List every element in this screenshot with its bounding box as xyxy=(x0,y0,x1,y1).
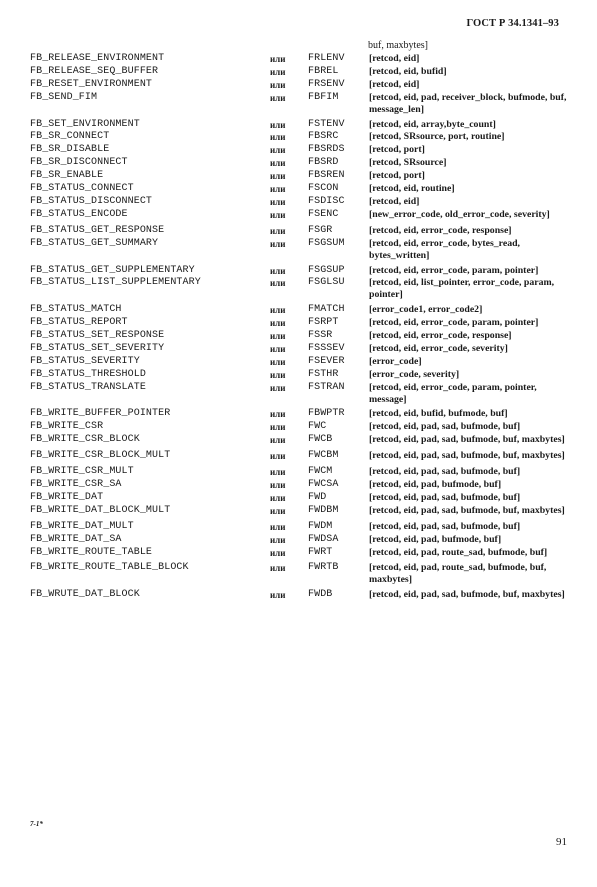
table-row xyxy=(30,238,575,262)
table-row xyxy=(30,277,575,301)
or-word: или xyxy=(270,238,286,249)
function-abbrev: FSEVER xyxy=(308,355,345,367)
or-word: или xyxy=(270,521,286,532)
function-args: [retcod, eid, error_code, param, pointer] xyxy=(369,317,539,329)
or-word: или xyxy=(270,480,286,490)
or-word: или xyxy=(270,435,286,446)
function-args: [retcod, eid] xyxy=(369,53,420,64)
or-word: или xyxy=(270,196,286,207)
table-row xyxy=(30,492,575,505)
function-name: FB_RELEASE_SEQ_BUFFER xyxy=(30,65,159,77)
function-args: [new_error_code, old_error_code, severity] xyxy=(369,208,550,220)
function-table xyxy=(30,53,575,602)
or-word: или xyxy=(270,305,286,316)
function-args: [retcod, eid, error_code, response] xyxy=(369,330,512,342)
function-args: [retcod, eid, error_code, response] xyxy=(369,224,512,236)
or-word: или xyxy=(270,209,286,220)
or-word: или xyxy=(270,505,286,516)
function-args: [retcod, eid, pad, sad, bufmode, buf, maxbytes] xyxy=(369,589,565,601)
table-row xyxy=(30,562,575,586)
table-row xyxy=(30,382,575,406)
function-args: [error_code, severity] xyxy=(369,368,460,380)
function-abbrev: FBSREN xyxy=(308,170,345,182)
table-row xyxy=(30,265,575,278)
table-row xyxy=(30,589,575,602)
function-abbrev: FBFIM xyxy=(308,91,339,103)
or-word: или xyxy=(270,343,286,354)
function-name: FB_STATUS_GET_SUMMARY xyxy=(30,237,159,249)
table-row xyxy=(30,183,575,196)
function-abbrev: FBSRDS xyxy=(308,144,345,156)
function-name: FB_STATUS_TRANSLATE xyxy=(30,381,146,393)
table-row xyxy=(30,434,575,447)
function-args: [retcod, eid, pad, bufmode, buf] xyxy=(369,533,502,545)
table-row xyxy=(30,196,575,209)
or-word: или xyxy=(270,225,286,236)
or-word: или xyxy=(270,547,286,558)
function-args: [retcod, eid, pad, sad, bufmode, buf] xyxy=(369,466,521,478)
function-abbrev: FWDBM xyxy=(308,504,339,516)
function-abbrev: FSENC xyxy=(308,208,339,220)
function-name: FB_STATUS_GET_SUPPLEMENTARY xyxy=(30,264,195,276)
or-word: или xyxy=(270,79,286,90)
function-name: FB_SET_ENVIRONMENT xyxy=(30,118,140,130)
page-number: 91 xyxy=(556,836,567,848)
function-args: [retcod, eid, array,byte_count] xyxy=(369,118,496,130)
function-args: [retcod, SRsource, port, routine] xyxy=(369,131,505,143)
function-args: [retcod, port] xyxy=(369,170,425,182)
table-row xyxy=(30,343,575,356)
function-abbrev: FWDSA xyxy=(308,533,339,545)
function-name: FB_STATUS_ENCODE xyxy=(30,208,128,220)
function-args: [retcod, eid, error_code, param, pointer] xyxy=(369,264,539,276)
table-row xyxy=(30,92,575,116)
function-name: FB_WRITE_ROUTE_TABLE xyxy=(30,546,153,558)
or-word: или xyxy=(270,278,286,289)
function-name: FB_WRITE_DAT_MULT xyxy=(30,520,134,532)
table-row xyxy=(30,157,575,170)
function-abbrev: FWDM xyxy=(308,520,333,532)
table-row xyxy=(30,79,575,92)
function-abbrev: FSGR xyxy=(308,224,333,236)
function-name: FB_STATUS_SEVERITY xyxy=(30,355,140,367)
or-word: или xyxy=(270,409,286,420)
function-args: [retcod, SRsource] xyxy=(369,157,447,169)
function-name: FB_SR_DISCONNECT xyxy=(30,157,128,169)
function-name: FB_STATUS_GET_RESPONSE xyxy=(30,224,165,236)
table-row xyxy=(30,170,575,183)
function-abbrev: FWRTB xyxy=(308,562,339,574)
function-abbrev: FBWPTR xyxy=(308,408,345,420)
table-row xyxy=(30,53,575,66)
table-row xyxy=(30,466,575,479)
function-args: [retcod, eid, pad, sad, bufmode, buf, maxbytes] xyxy=(369,504,565,516)
function-name: FB_WRITE_DAT_SA xyxy=(30,533,122,545)
or-word: или xyxy=(270,145,286,156)
function-args: [error_code1, error_code2] xyxy=(369,304,483,316)
function-name: FB_WRITE_CSR_SA xyxy=(30,479,122,490)
function-abbrev: FSRPT xyxy=(308,317,339,329)
function-name: FB_WRITE_BUFFER_POINTER xyxy=(30,408,171,420)
function-abbrev: FWC xyxy=(308,421,327,433)
function-abbrev: FWD xyxy=(308,491,327,503)
table-row xyxy=(30,66,575,79)
or-word: или xyxy=(270,331,286,342)
page-header: ГОСТ Р 34.1341–93 xyxy=(466,18,559,29)
function-args: [retcod, eid, pad, sad, bufmode, buf, maxbytes] xyxy=(369,434,565,446)
function-args: [retcod, eid, list_pointer, error_code, param, pointer] xyxy=(369,277,555,301)
or-word: или xyxy=(270,451,286,462)
function-abbrev: FSSR xyxy=(308,330,333,342)
function-name: FB_STATUS_LIST_SUPPLEMENTARY xyxy=(30,277,201,289)
function-abbrev: FRLENV xyxy=(308,53,345,64)
function-name: FB_SR_CONNECT xyxy=(30,131,110,143)
or-word: или xyxy=(270,467,286,478)
table-row xyxy=(30,421,575,434)
function-name: FB_STATUS_SET_SEVERITY xyxy=(30,342,165,354)
function-args: [retcod, eid, error_code, severity] xyxy=(369,342,508,354)
function-abbrev: FWRT xyxy=(308,546,333,558)
function-name: FB_WRITE_DAT xyxy=(30,491,104,503)
or-word: или xyxy=(270,492,286,503)
function-args: [retcod, eid, pad, bufmode, buf] xyxy=(369,479,502,490)
table-row xyxy=(30,225,575,238)
function-abbrev: FWCSA xyxy=(308,479,339,490)
function-abbrev: FWCM xyxy=(308,466,333,478)
function-abbrev: FBSRC xyxy=(308,131,339,143)
or-word: или xyxy=(270,590,286,601)
function-abbrev: FBREL xyxy=(308,65,339,77)
function-abbrev: FSCON xyxy=(308,183,339,195)
function-abbrev: FSDISC xyxy=(308,195,345,207)
function-args: [retcod, eid, pad, sad, bufmode, buf] xyxy=(369,520,521,532)
function-abbrev: FSTENV xyxy=(308,118,345,130)
or-word: или xyxy=(270,171,286,182)
table-row xyxy=(30,304,575,317)
table-row xyxy=(30,209,575,222)
function-name: FB_SR_ENABLE xyxy=(30,170,104,182)
or-word: или xyxy=(270,158,286,169)
function-name: FB_STATUS_SET_RESPONSE xyxy=(30,330,165,342)
function-name: FB_WRITE_DAT_BLOCK_MULT xyxy=(30,504,171,516)
or-word: или xyxy=(270,318,286,329)
or-word: или xyxy=(270,132,286,143)
function-name: FB_WRITE_CSR xyxy=(30,421,104,433)
function-args: [retcod, eid] xyxy=(369,195,420,207)
function-name: FB_STATUS_DISCONNECT xyxy=(30,195,153,207)
table-row xyxy=(30,356,575,369)
function-abbrev: FSGSUM xyxy=(308,237,345,249)
function-args: [error_code] xyxy=(369,355,422,367)
function-name: FB_SEND_FIM xyxy=(30,91,98,103)
function-args: [retcod, eid, pad, sad, bufmode, buf, maxbytes] xyxy=(369,450,565,462)
or-word: или xyxy=(270,92,286,103)
function-name: FB_WRITE_ROUTE_TABLE_BLOCK xyxy=(30,562,189,574)
function-abbrev: FBSRD xyxy=(308,157,339,169)
table-row xyxy=(30,479,575,492)
or-word: или xyxy=(270,422,286,433)
function-abbrev: FSGLSU xyxy=(308,277,345,289)
function-args: [retcod, port] xyxy=(369,144,425,156)
function-args: [retcod, eid, routine] xyxy=(369,183,455,195)
function-args: [retcod, eid, bufid, bufmode, buf] xyxy=(369,408,508,420)
footnote-mark: 7-1* xyxy=(30,820,43,828)
function-args: [retcod, eid, error_code, bytes_read, bytes_written] xyxy=(369,237,520,261)
or-word: или xyxy=(270,563,286,574)
or-word: или xyxy=(270,356,286,367)
function-args: [retcod, eid, pad, sad, bufmode, buf] xyxy=(369,421,521,433)
function-name: FB_STATUS_REPORT xyxy=(30,317,128,329)
or-word: или xyxy=(270,184,286,195)
or-word: или xyxy=(270,382,286,393)
function-args: [retcod, eid, error_code, param, pointer, message] xyxy=(369,381,537,405)
function-abbrev: FSTRAN xyxy=(308,381,345,393)
function-name: FB_STATUS_THRESHOLD xyxy=(30,368,146,380)
function-name: FB_RESET_ENVIRONMENT xyxy=(30,78,153,90)
function-name: FB_RELEASE_ENVIRONMENT xyxy=(30,53,165,64)
function-args: [retcod, eid] xyxy=(369,78,420,90)
table-row xyxy=(30,144,575,157)
table-row xyxy=(30,317,575,330)
function-args: [retcod, eid, bufid] xyxy=(369,65,447,77)
continued-args: buf, maxbytes] xyxy=(368,40,428,51)
function-args: [retcod, eid, pad, receiver_block, bufmode, buf, message_len] xyxy=(369,91,567,115)
or-word: или xyxy=(270,54,286,64)
function-name: FB_WRITE_CSR_MULT xyxy=(30,466,134,478)
or-word: или xyxy=(270,369,286,380)
function-args: [retcod, eid, pad, route_sad, bufmode, buf] xyxy=(369,546,548,558)
function-args: [retcod, eid, pad, sad, bufmode, buf] xyxy=(369,491,521,503)
function-abbrev: FWCB xyxy=(308,434,333,446)
function-abbrev: FRSENV xyxy=(308,78,345,90)
function-args: [retcod, eid, pad, route_sad, bufmode, buf, maxbytes] xyxy=(369,562,547,586)
function-abbrev: FSTHR xyxy=(308,368,339,380)
table-row xyxy=(30,408,575,421)
or-word: или xyxy=(270,119,286,130)
function-abbrev: FWDB xyxy=(308,589,333,601)
table-row xyxy=(30,505,575,518)
or-word: или xyxy=(270,265,286,276)
or-word: или xyxy=(270,534,286,545)
function-name: FB_WRITE_CSR_BLOCK xyxy=(30,434,140,446)
function-abbrev: FMATCH xyxy=(308,304,345,316)
table-row xyxy=(30,369,575,382)
or-word: или xyxy=(270,66,286,77)
function-name: FB_SR_DISABLE xyxy=(30,144,110,156)
function-name: FB_STATUS_CONNECT xyxy=(30,183,134,195)
table-row xyxy=(30,547,575,560)
table-row xyxy=(30,450,575,463)
function-abbrev: FWCBM xyxy=(308,450,339,462)
function-name: FB_STATUS_MATCH xyxy=(30,304,122,316)
function-name: FB_WRITE_CSR_BLOCK_MULT xyxy=(30,450,171,462)
table-row xyxy=(30,119,575,132)
table-row xyxy=(30,534,575,547)
table-row xyxy=(30,521,575,534)
table-row xyxy=(30,131,575,144)
table-row xyxy=(30,330,575,343)
function-abbrev: FSGSUP xyxy=(308,264,345,276)
function-abbrev: FSSSEV xyxy=(308,342,345,354)
function-name: FB_WRUTE_DAT_BLOCK xyxy=(30,589,140,601)
